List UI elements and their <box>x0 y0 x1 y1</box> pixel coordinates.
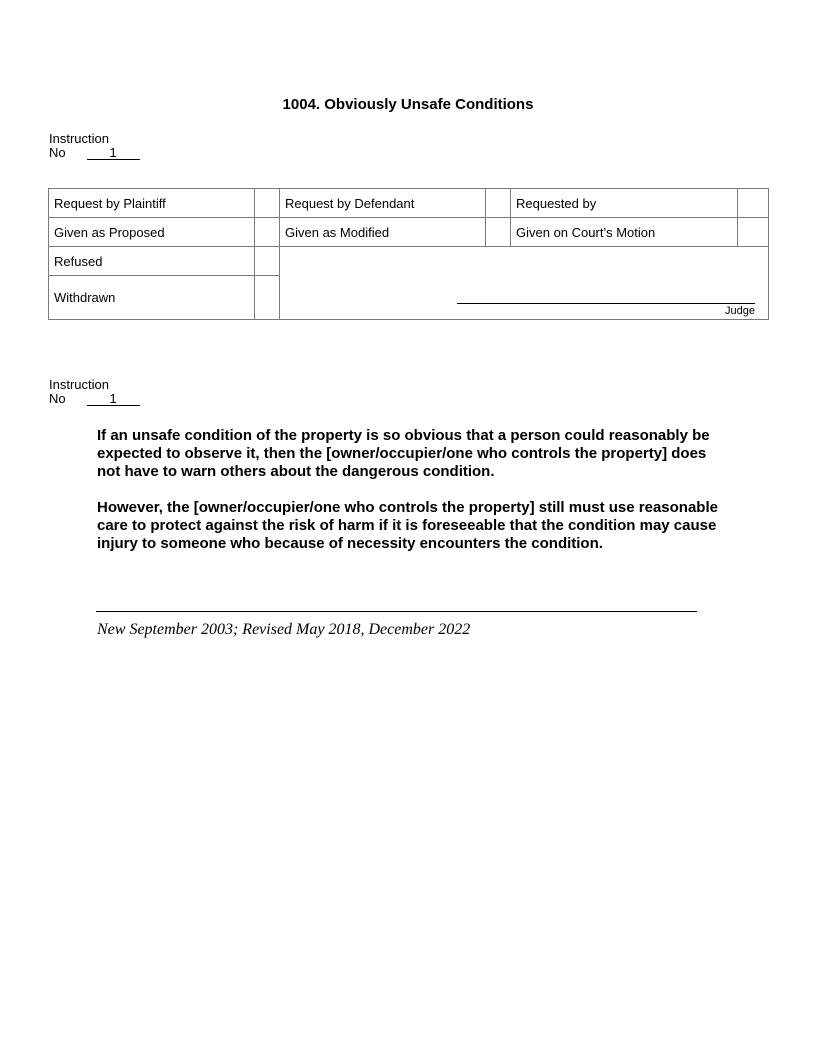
requested-by-label: Requested by <box>511 189 738 218</box>
revision-history: New September 2003; Revised May 2018, December 2022 <box>97 621 471 638</box>
given-as-modified-label: Given as Modified <box>280 218 486 247</box>
refused-label: Refused <box>49 247 255 276</box>
given-as-proposed-label: Given as Proposed <box>49 218 255 247</box>
divider-rule <box>96 611 697 612</box>
instruction-no-value: 1 <box>87 392 140 406</box>
instruction-number-block <box>49 132 140 160</box>
instruction-label: Instruction <box>49 377 109 392</box>
judge-signature-line[interactable] <box>457 303 755 304</box>
instruction-paragraph-2: However, the [owner/occupier/one who controls the property] still must use reasonable care to protect against the risk of harm if it is foreseeable that the condition may cause injury to someone who because of necessity encounters the condition. <box>97 499 718 552</box>
instruction-number-block-2 <box>49 378 140 406</box>
request-by-plaintiff-checkbox[interactable] <box>255 189 280 218</box>
instruction-paragraph-1: If an unsafe condition of the property is so obvious that a person could reasonably be expected to observe it, then the [owner/occupier/one who controls the property] does not have to warn others about the dangerous condition. <box>97 427 710 480</box>
instruction-no-label: No <box>49 145 66 160</box>
judge-signature-area <box>280 247 769 320</box>
request-by-plaintiff-label: Request by Plaintiff <box>49 189 255 218</box>
given-on-courts-motion-label: Given on Court’s Motion <box>511 218 738 247</box>
instruction-label: Instruction <box>49 131 109 146</box>
given-as-proposed-checkbox[interactable] <box>255 218 280 247</box>
request-by-defendant-checkbox[interactable] <box>486 189 511 218</box>
given-on-courts-motion-checkbox[interactable] <box>738 218 769 247</box>
judge-label: Judge <box>725 305 755 317</box>
withdrawn-label: Withdrawn <box>49 276 255 320</box>
instruction-status-table <box>48 188 769 320</box>
instruction-no-value: 1 <box>87 146 140 160</box>
instruction-no-label: No <box>49 391 66 406</box>
withdrawn-checkbox[interactable] <box>255 276 280 320</box>
page-title: 1004. Obviously Unsafe Conditions <box>282 96 534 113</box>
given-as-modified-checkbox[interactable] <box>486 218 511 247</box>
request-by-defendant-label: Request by Defendant <box>280 189 486 218</box>
requested-by-checkbox[interactable] <box>738 189 769 218</box>
refused-checkbox[interactable] <box>255 247 280 276</box>
instruction-body <box>97 427 727 571</box>
